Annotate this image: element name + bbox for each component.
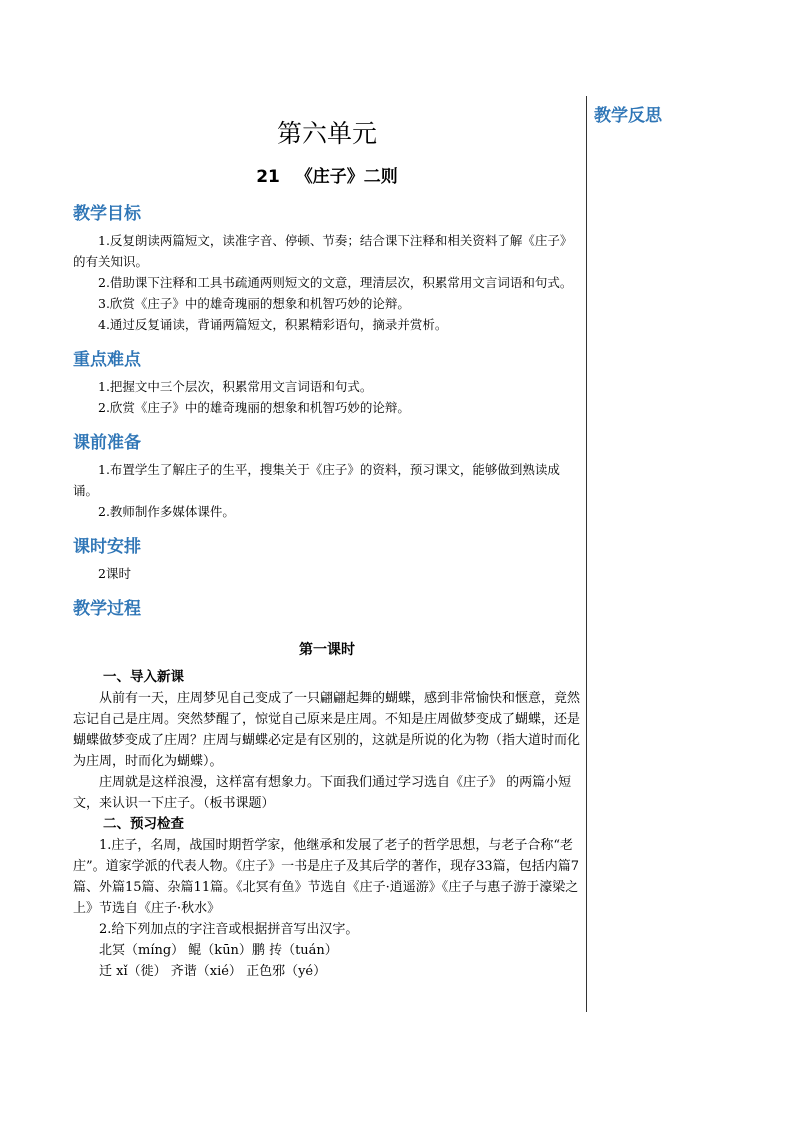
section-title: 课前准备 bbox=[73, 433, 141, 453]
objective-item: 3.欣赏《庄子》中的雄奇瑰丽的想象和机智巧妙的论辩。 bbox=[98, 296, 410, 311]
unit-title: 第六单元 bbox=[276, 119, 377, 148]
schedule-item: 2课时 bbox=[98, 566, 131, 581]
body-paragraph: 从前有一天，庄周梦见自己变成了一只翩翩起舞的蝴蝶，感到非常愉快和惬意，竟然忘记自己是庄周。突然梦醒了，惊觉自己原来是庄周。不知是庄周做梦变成了蝴蝶，还是蝴蝶做梦变成了庄周？庄周与蝴蝶必定是有区别的，这就是所说的化为物（指大道时而化为庄周，时而化为蝴蝶）。 bbox=[73, 691, 581, 769]
section-title: 教学目标 bbox=[73, 204, 141, 224]
lesson-title: 21 《庄子》二则 bbox=[256, 167, 398, 187]
objective-item: 2.借助课下注释和工具书疏通两则短文的文意，理清层次，积累常用文言词语和句式。 bbox=[98, 275, 573, 290]
subsection-heading: 二、预习检查 bbox=[103, 816, 184, 832]
pinyin-line: 迁 xǐ（徙） 齐谐（xié） 正色邪（yé） bbox=[99, 964, 327, 979]
column-divider bbox=[586, 96, 587, 1012]
main-content bbox=[73, 108, 581, 982]
period-title: 第一课时 bbox=[299, 642, 355, 658]
preparation-item: 2.教师制作多媒体课件。 bbox=[98, 504, 235, 519]
reflection-title: 教学反思 bbox=[594, 106, 662, 126]
section-title: 重点难点 bbox=[73, 350, 141, 370]
pinyin-line: 北冥（míng） 鲲（kūn）鹏 抟（tuán） bbox=[99, 943, 338, 958]
objective-item: 1.反复朗读两篇短文，读准字音、停顿、节奏；结合课下注释和相关资料了解《庄子》的有关知识。 bbox=[73, 233, 573, 269]
section-title: 课时安排 bbox=[73, 537, 141, 557]
key-point-item: 2.欣赏《庄子》中的雄奇瑰丽的想象和机智巧妙的论辩。 bbox=[98, 400, 410, 415]
section-title: 教学过程 bbox=[73, 599, 141, 619]
objective-item: 4.通过反复诵读，背诵两篇短文，积累精彩语句，摘录并赏析。 bbox=[98, 317, 448, 332]
body-paragraph: 庄周就是这样浪漫，这样富有想象力。下面我们通过学习选自《庄子》 的两篇小短文，来认识一下庄子。（板书课题） bbox=[73, 775, 572, 811]
key-point-item: 1.把握文中三个层次，积累常用文言词语和句式。 bbox=[98, 379, 373, 394]
body-paragraph: 2.给下列加点的字注音或根据拼音写出汉字。 bbox=[99, 922, 359, 937]
preparation-item: 1.布置学生了解庄子的生平，搜集关于《庄子》的资料，预习课文，能够做到熟读成诵。 bbox=[73, 462, 560, 498]
subsection-heading: 一、导入新课 bbox=[103, 669, 184, 685]
body-paragraph: 1.庄子，名周，战国时期哲学家，他继承和发展了老子的哲学思想，与老子合称“老庄”。道家学派的代表人物。《庄子》一书是庄子及其后学的著作，现存33篇，包括内篇7篇、外篇15篇、杂篇11篇。《北冥有鱼》节选自《庄子·逍遥游》《庄子与惠子游于濠梁之上》节选自《庄子·秋水》 bbox=[73, 838, 579, 916]
